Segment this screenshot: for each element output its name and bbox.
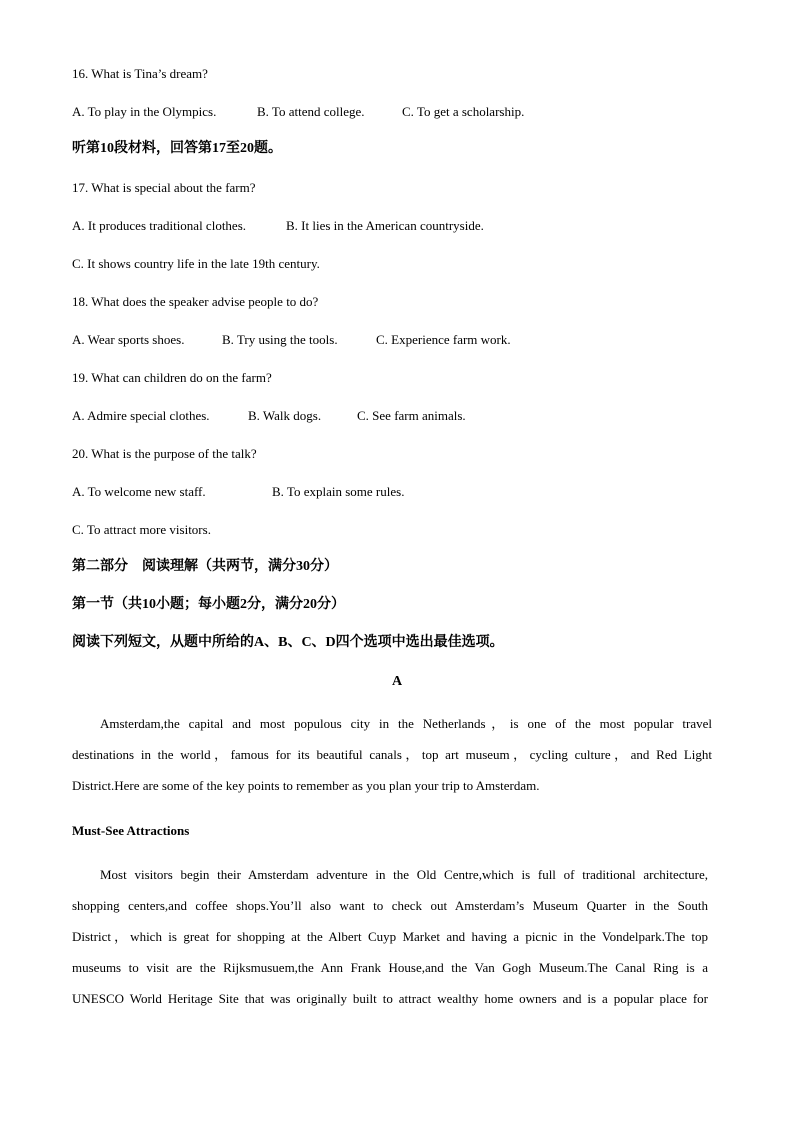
passage-label: A	[391, 674, 403, 689]
q17-option-c: C. It shows country life in the late 19th century.	[72, 256, 320, 271]
question-19: 19. What can children do on the farm?	[72, 370, 272, 385]
attractions-line-4: museums to visit are the Rijksmusuem,the Ann Frank House,and the Van Gogh Museum.The Canal Ring is a	[72, 960, 708, 975]
attractions-line-1: Most visitors begin their Amsterdam adventure in the Old Centre,which is full of traditional architecture,	[100, 867, 708, 882]
q17-option-b: B. It lies in the American countryside.	[286, 218, 484, 233]
attractions-line-3: District，which is great for shopping at the Albert Cuyp Market and having a picnic in the Vondelpark.The top	[72, 929, 708, 944]
question-18: 18. What does the speaker advise people to do?	[72, 294, 319, 309]
q18-option-b: B. Try using the tools.	[222, 332, 338, 347]
intro-line-1: Amsterdam,the capital and most populous city in the Netherlands，is one of the most popular travel	[100, 716, 712, 731]
section10-instruction: 听第10段材料，回答第17至20题。	[72, 141, 282, 156]
q20-option-a: A. To welcome new staff.	[72, 484, 206, 499]
section1-heading: 第一节（共10小题；每小题2分，满分20分）	[72, 597, 345, 612]
q19-option-b: B. Walk dogs.	[248, 408, 322, 423]
q16-option-a: A. To play in the Olympics.	[72, 104, 217, 119]
q19-option-a: A. Admire special clothes.	[72, 408, 210, 423]
q16-option-b: B. To attend college.	[257, 104, 365, 119]
question-17: 17. What is special about the farm?	[72, 180, 256, 195]
attractions-paragraph	[72, 867, 708, 1022]
question-20: 20. What is the purpose of the talk?	[72, 446, 257, 461]
q18-option-c: C. Experience farm work.	[376, 332, 511, 347]
reading-instruction: 阅读下列短文，从题中所给的A、B、C、D四个选项中选出最佳选项。	[72, 635, 504, 650]
intro-line-2: destinations in the world，famous for its beautiful canals，top art museum，cycling culture，and Red Light	[72, 747, 712, 762]
intro-paragraph	[72, 716, 712, 809]
attractions-subheading: Must-See Attractions	[72, 823, 190, 838]
q20-option-b: B. To explain some rules.	[272, 484, 405, 499]
q18-option-a: A. Wear sports shoes.	[72, 332, 185, 347]
attractions-line-5: UNESCO World Heritage Site that was originally built to attract wealthy home owners and is a popular place for	[72, 991, 708, 1006]
attractions-line-2: shopping centers,and coffee shops.You’ll also want to check out Amsterdam’s Museum Quarter in the South	[72, 898, 708, 913]
q20-option-c: C. To attract more visitors.	[72, 522, 211, 537]
question-16: 16. What is Tina’s dream?	[72, 66, 208, 81]
q16-option-c: C. To get a scholarship.	[402, 104, 525, 119]
intro-line-3: District.Here are some of the key points to remember as you plan your trip to Amsterdam.	[72, 778, 540, 793]
q17-option-a: A. It produces traditional clothes.	[72, 218, 247, 233]
part2-heading: 第二部分 阅读理解（共两节，满分30分）	[72, 559, 338, 574]
q19-option-c: C. See farm animals.	[357, 408, 466, 423]
